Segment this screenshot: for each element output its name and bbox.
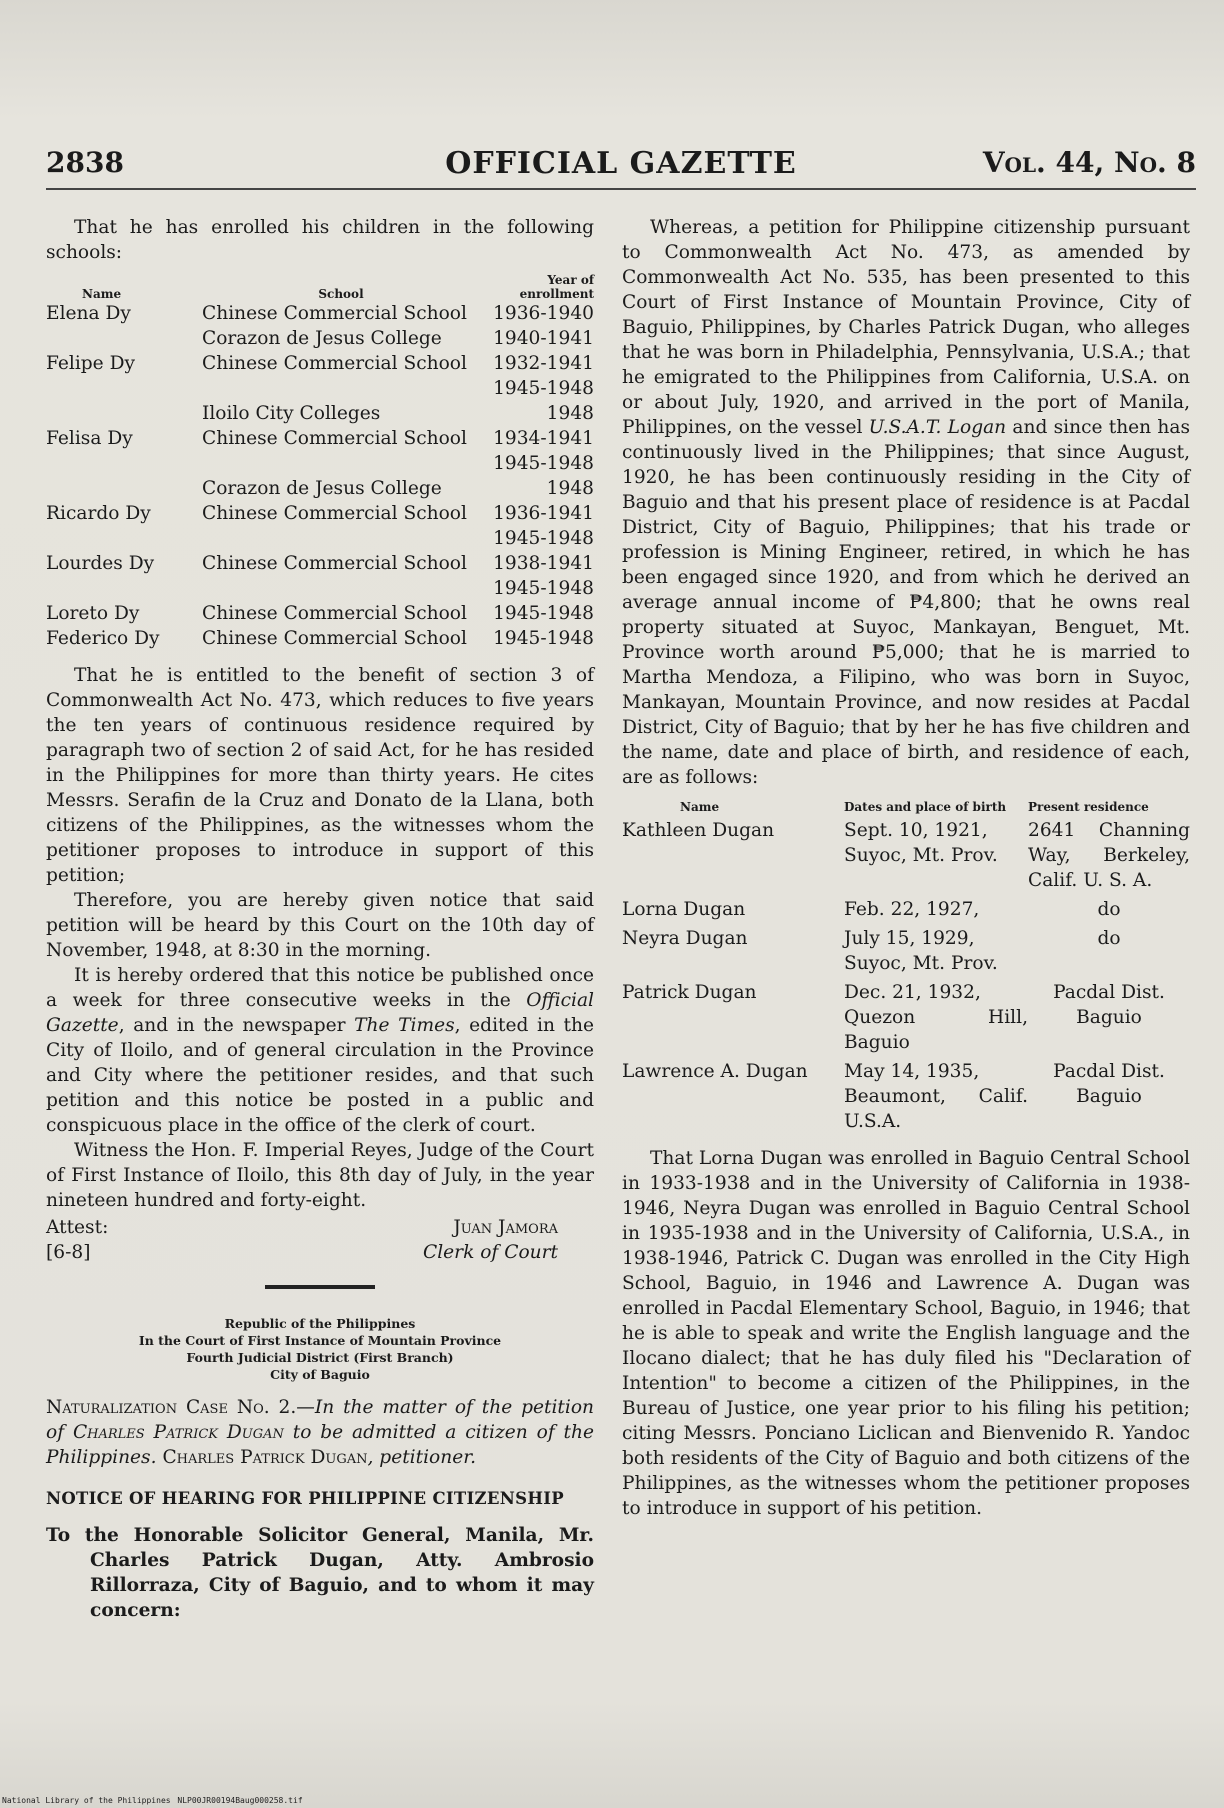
newspaper-name: The Times (354, 1015, 455, 1036)
child-name (46, 401, 202, 426)
school-name (202, 576, 480, 601)
child-name (46, 326, 202, 351)
order-text-b: , and in the newspaper (118, 1015, 355, 1036)
petitioner-name: Charles Patrick Dugan (72, 1422, 284, 1443)
enrollment-year: 1945-1948 (493, 378, 594, 399)
child-name (46, 376, 202, 401)
table-row (46, 501, 594, 526)
petitioner-suffix: , petitioner. (367, 1447, 476, 1468)
table-row (46, 476, 594, 501)
enrollment-year: 1945-1948 (493, 453, 594, 474)
table-row (46, 376, 594, 401)
child-name: Felisa Dy (46, 428, 133, 449)
child-name: Kathleen Dugan (622, 820, 775, 841)
birth-date: May 14, 1935, (844, 1061, 980, 1082)
child-name: Lourdes Dy (46, 553, 155, 574)
table-row (622, 980, 1190, 1055)
child-name: Patrick Dugan (622, 982, 757, 1003)
table-row (46, 551, 594, 576)
enrollment-year: 1948 (546, 478, 594, 499)
court-header-line: Fourth Judicial District (First Branch) (186, 1350, 454, 1365)
table-row (46, 426, 594, 451)
child-name: Neyra Dugan (622, 928, 748, 949)
child-name: Loreto Dy (46, 603, 140, 624)
table-row (46, 601, 594, 626)
enrollment-year: 1945-1948 (493, 628, 594, 649)
court-header-line: Republic of the Philippines (224, 1316, 416, 1331)
table-row (46, 351, 594, 376)
scan-footer (0, 1794, 1224, 1808)
birth-place: Suyoc, Mt. Prov. (844, 845, 998, 866)
header-year: Year of enrollment (519, 273, 594, 301)
enrollment-year: 1936-1940 (493, 303, 594, 324)
child-name: Ricardo Dy (46, 503, 151, 524)
case-matter-b: to be admitted a citizen of the Philippines. (46, 1422, 594, 1468)
header-school: School (318, 287, 364, 301)
table-row (622, 818, 1190, 893)
child-name: Elena Dy (46, 303, 131, 324)
school-name: Chinese Commercial School (202, 603, 467, 624)
school-name (202, 451, 480, 476)
petitioner-name: Charles Patrick Dugan (162, 1447, 368, 1468)
petition-paragraph (622, 215, 1190, 790)
page-header (46, 146, 1196, 190)
court-header (46, 1315, 594, 1383)
case-caption: Naturalization Case No. 2.—In the matter of the petition of Charles Patrick Dugan to be admitted a citizen of the Philippines. Charles Patrick Dugan, petitioner. (46, 1397, 594, 1468)
clerk-title: Clerk of Court (423, 1242, 558, 1263)
table-row (46, 576, 594, 601)
birth-date: July 15, 1929, (844, 928, 975, 949)
left-column (46, 215, 594, 1623)
court-header-line: In the Court of First Instance of Mountain Province (138, 1333, 502, 1348)
school-name: Corazon de Jesus College (202, 478, 442, 499)
case-label: Naturalization Case No. 2. (46, 1397, 297, 1418)
birth-date: Sept. 10, 1921, (844, 820, 988, 841)
child-name: Lorna Dugan (622, 899, 746, 920)
petition-text-b: and since then has continuously lived in the Philippines; that since August, 1920, he has been continuously residing in the City of Baguio and that his present place of residence is at Pacdal District, City of Baguio, Philippines; that his trade or profession is Mining Engineer, retired, in which he has been engaged since 1920, and from which he derived an average annual income of ₱4,800; that he owns real property situated at Suyoc, Mankayan, Benguet, Mt. Province worth around ₱5,000; that he is married to Martha Mendoza, a Filipino, who was born in Suyoc, Mankayan, Mountain Province, and now resides at Pacdal District, City of Baguio; that by her he has five children and the name, date and place of birth, and residence of each, are as follows: (622, 417, 1190, 788)
table-row (622, 926, 1190, 976)
attest-reference: [6-8] (46, 1242, 91, 1263)
vessel-name: U.S.A.T. Logan (868, 417, 1007, 438)
school-name: Chinese Commercial School (202, 303, 467, 324)
table-row (46, 451, 594, 476)
residence: do (1097, 928, 1121, 949)
enrollment-year: 1945-1948 (493, 528, 594, 549)
header-rule (46, 188, 1196, 190)
children-table-header (622, 800, 1190, 814)
enrollment-year: 1940-1941 (493, 328, 594, 349)
residence: Pacdal Dist. Baguio (1053, 982, 1165, 1028)
header-residence: Present residence (1028, 800, 1149, 814)
school-name: Chinese Commercial School (202, 503, 467, 524)
children-table (622, 800, 1190, 1134)
table-row (46, 401, 594, 426)
gazette-name: Official Gazette (46, 990, 594, 1036)
child-name (46, 476, 202, 501)
right-column (622, 215, 1190, 1521)
school-name (202, 376, 480, 401)
residence: 2641 Channing Way, Berkeley, Calif. U. S. A. (1028, 820, 1190, 891)
publication-title: OFFICIAL GAZETTE (445, 146, 797, 181)
schools-table-header (46, 273, 594, 301)
residence: do (1097, 899, 1121, 920)
enrollment-year: 1938-1941 (493, 553, 594, 574)
table-row (46, 326, 594, 351)
birth-place: Suyoc, Mt. Prov. (844, 953, 998, 974)
table-row (622, 897, 1190, 922)
table-row (46, 526, 594, 551)
enrollment-year: 1932-1941 (493, 353, 594, 374)
hearing-notice-paragraph: Therefore, you are hereby given notice that said petition will be heard by this Court on the 10th day of November, 1948, at 8:30 in the morning. (46, 890, 594, 961)
scan-filename: NLP00JR00194Baug000258.tif (177, 1796, 303, 1805)
school-name (202, 526, 480, 551)
addressee-paragraph: To the Honorable Solicitor General, Manila, Mr. Charles Patrick Dugan, Atty. Ambrosio Rillorraza, City of Baguio, and to whom it may concern: (46, 1525, 594, 1621)
attest-block (46, 1215, 594, 1265)
table-row (622, 1059, 1190, 1134)
table-row (46, 301, 594, 326)
section-divider (265, 1285, 375, 1289)
library-credit: National Library of the Philippines (2, 1796, 171, 1805)
school-name: Iloilo City Colleges (202, 403, 381, 424)
volume-number: Vol. 44, No. 8 (982, 146, 1196, 179)
schools-table (46, 273, 594, 651)
order-text-c: , edited in the City of Iloilo, and of general circulation in the Province and City where the petitioner resides, and that such petition and this notice be posted in a public and conspicuous place in the office of the clerk of court. (46, 1015, 594, 1136)
case-matter-a: In the matter of the petition of (46, 1397, 594, 1443)
header-name: Name (680, 800, 720, 814)
birth-date: Feb. 22, 1927, (844, 899, 980, 920)
enrollment-year: 1945-1948 (493, 603, 594, 624)
child-name: Federico Dy (46, 628, 160, 649)
child-name (46, 576, 202, 601)
birth-place: Beaumont, Calif. U.S.A. (844, 1086, 1028, 1132)
enrollment-year: 1945-1948 (493, 578, 594, 599)
child-name (46, 526, 202, 551)
publication-order-paragraph (46, 963, 594, 1138)
header-birth: Dates and place of birth (844, 800, 1007, 814)
child-name: Felipe Dy (46, 353, 136, 374)
birth-date: Dec. 21, 1932, (844, 982, 981, 1003)
school-name: Corazon de Jesus College (202, 328, 442, 349)
notice-title: NOTICE OF HEARING FOR PHILIPPINE CITIZENSHIP (46, 1489, 564, 1508)
child-name (46, 451, 202, 476)
birth-place: Quezon Hill, Baguio (844, 1007, 1028, 1053)
order-text-a: It is hereby ordered that this notice be published once a week for three consecutive weeks in the (46, 965, 594, 1011)
court-header-line: City of Baguio (270, 1367, 370, 1382)
petition-text-a: Whereas, a petition for Philippine citizenship pursuant to Commonwealth Act No. 473, as amended by Commonwealth Act No. 535, has been presented to this Court of First Instance of Mountain Province, City of Baguio, Philippines, by Charles Patrick Dugan, who alleges that he was born in Philadelphia, Pennsylvania, U.S.A.; that he emigrated to the Philippines from California, U.S.A. on or about July, 1920, and arrived in the port of Manila, Philippines, on the vessel (622, 217, 1190, 438)
table-row (46, 626, 594, 651)
enrollment-year: 1948 (546, 403, 594, 424)
school-name: Chinese Commercial School (202, 428, 467, 449)
page-number: 2838 (46, 146, 124, 179)
school-name: Chinese Commercial School (202, 353, 467, 374)
attest-label: Attest: (46, 1217, 109, 1238)
schools-intro: That he has enrolled his children in the following schools: (46, 217, 594, 263)
education-paragraph: That Lorna Dugan was enrolled in Baguio Central School in 1933-1938 and in the University of California in 1938-1946, Neyra Dugan was enrolled in Baguio Central School in 1935-1938 and in the University of California, U.S.A., in 1938-1946, Patrick C. Dugan was enrolled in the City High School, Baguio, in 1946 and Lawrence A. Dugan was enrolled in Pacdal Elementary School, Baguio, in 1946; that he is able to speak and write the English language and the Ilocano dialect; that he has duly filed his "Declaration of Intention" to become a citizen of the Philippines, in the Bureau of Justice, one year prior to his filing his petition; citing Messrs. Ponciano Liclican and Bienvenido R. Yandoc both residents of the City of Baguio and both citizens of the Philippines, as the witnesses whom the petitioner proposes to introduce in support of his petition. (622, 1148, 1190, 1519)
enrollment-year: 1934-1941 (493, 428, 594, 449)
clerk-name: Juan Jamora (453, 1217, 558, 1238)
residence: Pacdal Dist. Baguio (1053, 1061, 1165, 1107)
witness-paragraph: Witness the Hon. F. Imperial Reyes, Judge of the Court of First Instance of Iloilo, this 8th day of July, in the year nineteen hundred and forty-eight. (46, 1140, 594, 1211)
residence-paragraph: That he is entitled to the benefit of section 3 of Commonwealth Act No. 473, which reduces to five years the ten years of continuous residence required by paragraph two of section 2 of said Act, for he has resided in the Philippines for more than thirty years. He cites Messrs. Serafin de la Cruz and Donato de la Llana, both citizens of the Philippines, as the witnesses whom the petitioner proposes to introduce in support of this petition; (46, 665, 594, 886)
child-name: Lawrence A. Dugan (622, 1061, 808, 1082)
enrollment-year: 1936-1941 (493, 503, 594, 524)
school-name: Chinese Commercial School (202, 628, 467, 649)
header-name: Name (82, 287, 122, 301)
school-name: Chinese Commercial School (202, 553, 467, 574)
